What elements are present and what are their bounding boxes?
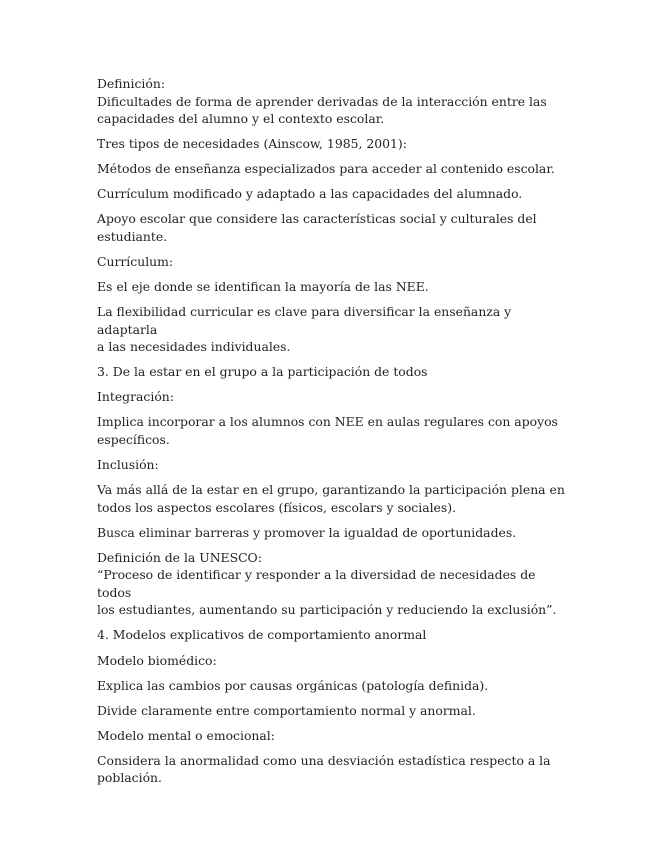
- paragraph: [97, 253, 567, 271]
- text-line: todos los aspectos escolares (físicos, escolars y sociales).: [97, 499, 457, 515]
- text-line: Dificultades de forma de aprender derivadas de la interacción entre las: [97, 93, 547, 109]
- text-line: Apoyo escolar que considere las características social y culturales del: [97, 211, 537, 227]
- text-line: Es el eje donde se identifican la mayoría de las NEE.: [97, 279, 429, 295]
- text-line: Explica las cambios por causas orgánicas (patología definida).: [97, 677, 489, 693]
- text-line: Modelo biomédico:: [97, 652, 217, 668]
- paragraph: [97, 702, 567, 720]
- paragraph: [97, 549, 567, 619]
- text-line: Busca eliminar barreras y promover la igualdad de oportunidades.: [97, 524, 517, 540]
- text-line: Currículum:: [97, 253, 174, 269]
- paragraph: [97, 456, 567, 474]
- paragraph: [97, 652, 567, 670]
- text-line: Modelo mental o emocional:: [97, 727, 275, 743]
- text-line: población.: [97, 770, 162, 786]
- text-line: Tres tipos de necesidades (Ainscow, 1985, 2001):: [97, 136, 407, 152]
- text-line: específicos.: [97, 431, 170, 447]
- paragraph: [97, 481, 567, 516]
- text-line: 3. De la estar en el grupo a la participación de todos: [97, 364, 428, 380]
- paragraph: [97, 135, 567, 153]
- paragraph: [97, 677, 567, 695]
- document-body: [97, 75, 567, 794]
- text-line: Implica incorporar a los alumnos con NEE en aulas regulares con apoyos: [97, 414, 558, 430]
- paragraph: [97, 388, 567, 406]
- text-line: Integración:: [97, 389, 174, 405]
- paragraph: [97, 278, 567, 296]
- text-line: los estudiantes, aumentando su participación y reduciendo la exclusión”.: [97, 602, 557, 618]
- paragraph: [97, 75, 567, 128]
- paragraph: [97, 413, 567, 448]
- text-line: estudiante.: [97, 228, 168, 244]
- text-line: Definición de la UNESCO:: [97, 549, 262, 565]
- text-line: Inclusión:: [97, 457, 159, 473]
- text-line: Va más allá de la estar en el grupo, garantizando la participación plena en: [97, 482, 565, 498]
- paragraph: [97, 303, 567, 356]
- paragraph: [97, 363, 567, 381]
- paragraph: [97, 752, 567, 787]
- paragraph: [97, 727, 567, 745]
- paragraph: [97, 160, 567, 178]
- text-line: 4. Modelos explicativos de comportamiento anormal: [97, 627, 427, 643]
- paragraph: [97, 210, 567, 245]
- paragraph: [97, 626, 567, 644]
- paragraph: [97, 524, 567, 542]
- text-line: Currículum modificado y adaptado a las capacidades del alumnado.: [97, 186, 523, 202]
- text-line: a las necesidades individuales.: [97, 339, 291, 355]
- text-line: La flexibilidad curricular es clave para diversificar la enseñanza y adaptarla: [97, 304, 512, 337]
- text-line: “Proceso de identificar y responder a la diversidad de necesidades de todos: [97, 567, 536, 600]
- paragraph: [97, 185, 567, 203]
- text-line: capacidades del alumno y el contexto escolar.: [97, 111, 385, 126]
- text-line: Definición:: [97, 76, 165, 91]
- text-line: Divide claramente entre comportamiento normal y anormal.: [97, 702, 476, 718]
- text-line: Considera la anormalidad como una desviación estadística respecto a la: [97, 752, 551, 768]
- text-line: Métodos de enseñanza especializados para acceder al contenido escolar.: [97, 161, 555, 177]
